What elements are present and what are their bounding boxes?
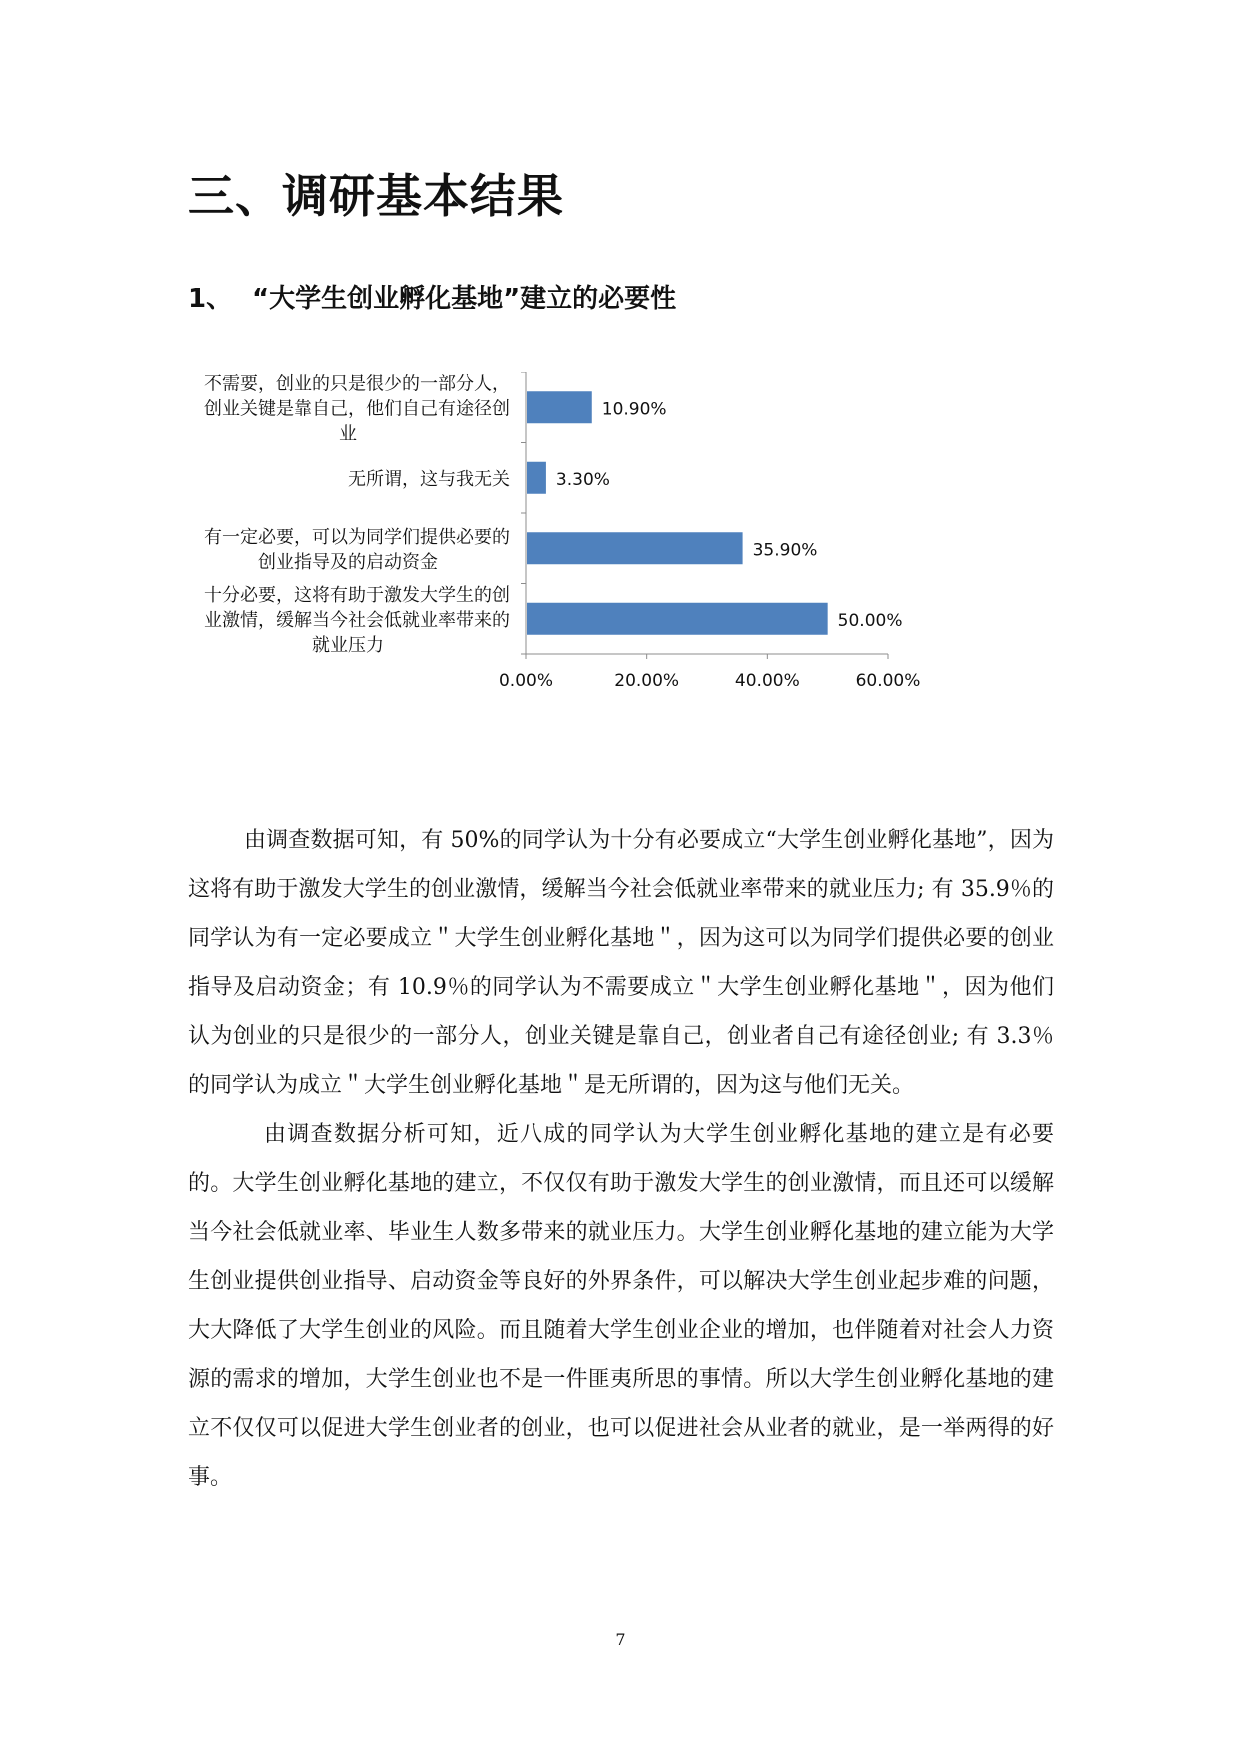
category-label: 业激情，缓解当今社会低就业率带来的 (204, 609, 510, 631)
necessity-bar-chart (200, 372, 1060, 782)
bar (527, 603, 828, 635)
category-label: 业 (339, 423, 357, 445)
bar-value-label: 10.90% (601, 399, 667, 420)
chart-canvas (200, 372, 1060, 782)
category-label: 创业指导及的启动资金 (258, 551, 438, 573)
paragraph-analysis: 由调查数据分析可知，近八成的同学认为大学生创业孵化基地的建立是有必要的。大学生创业孵化基地的建立，不仅仅有助于激发大学生的创业激情，而且还可以缓解当今社会低就业率、毕业生人数多带来的就业压力。大学生创业孵化基地的建立能为大学生创业提供创业指导、启动资金等良好的外界条件，可以解决大学生创业起步难的问题，大大降低了大学生创业的风险。而且随着大学生创业企业的增加，也伴随着对社会人力资源的需求的增加，大学生创业也不是一件匪夷所思的事情。所以大学生创业孵化基地的建立不仅仅可以促进大学生创业者的创业，也可以促进社会从业者的就业，是一举两得的好事。 (188, 1122, 1054, 1490)
value-tick-label: 20.00% (614, 671, 680, 691)
bar (527, 462, 546, 494)
category-label: 不需要，创业的只是很少的一部分人， (204, 373, 510, 395)
category-label: 有一定必要，可以为同学们提供必要的 (204, 526, 510, 548)
paragraph-survey-results: 由调查数据可知，有 50%的同学认为十分有必要成立“大学生创业孵化基地”，因为这将有助于激发大学生的创业激情，缓解当今社会低就业率带来的就业压力; 有 35.9％的同学认为有一定必要成立＂大学生创业孵化基地＂，因为这可以为同学们提供必要的创业指导及启动资金；有 10.9％的同学认为不需要成立＂大学生创业孵化基地＂，因为他们认为创业的只是很少的一部分人，创业关键是靠自己，创业者自己有途径创业; 有 3.3％的同学认为成立＂大学生创业孵化基地＂是无所谓的，因为这与他们无关。 (188, 828, 1054, 1098)
subsection-title: “大学生创业孵化基地”建立的必要性 (252, 284, 677, 314)
value-tick-label: 60.00% (855, 671, 921, 691)
value-tick-label: 0.00% (498, 671, 554, 691)
subsection-number: 1、 (188, 284, 233, 314)
category-label: 创业关键是靠自己，他们自己有途径创 (204, 398, 510, 420)
subsection-heading (188, 278, 676, 315)
category-label: 就业压力 (312, 634, 384, 656)
bar (527, 532, 743, 564)
section-title: 三、调研基本结果 (188, 169, 564, 223)
category-label: 十分必要，这将有助于激发大学生的创 (204, 584, 510, 606)
bar-value-label: 35.90% (752, 540, 818, 561)
bar-value-label: 3.30% (555, 469, 610, 490)
category-label: 无所谓，这与我无关 (348, 468, 510, 490)
bar-value-label: 50.00% (837, 610, 903, 631)
body-text (188, 816, 1054, 1502)
bar (527, 391, 592, 423)
page-number: 7 (615, 1630, 626, 1649)
value-tick-label: 40.00% (734, 671, 800, 691)
